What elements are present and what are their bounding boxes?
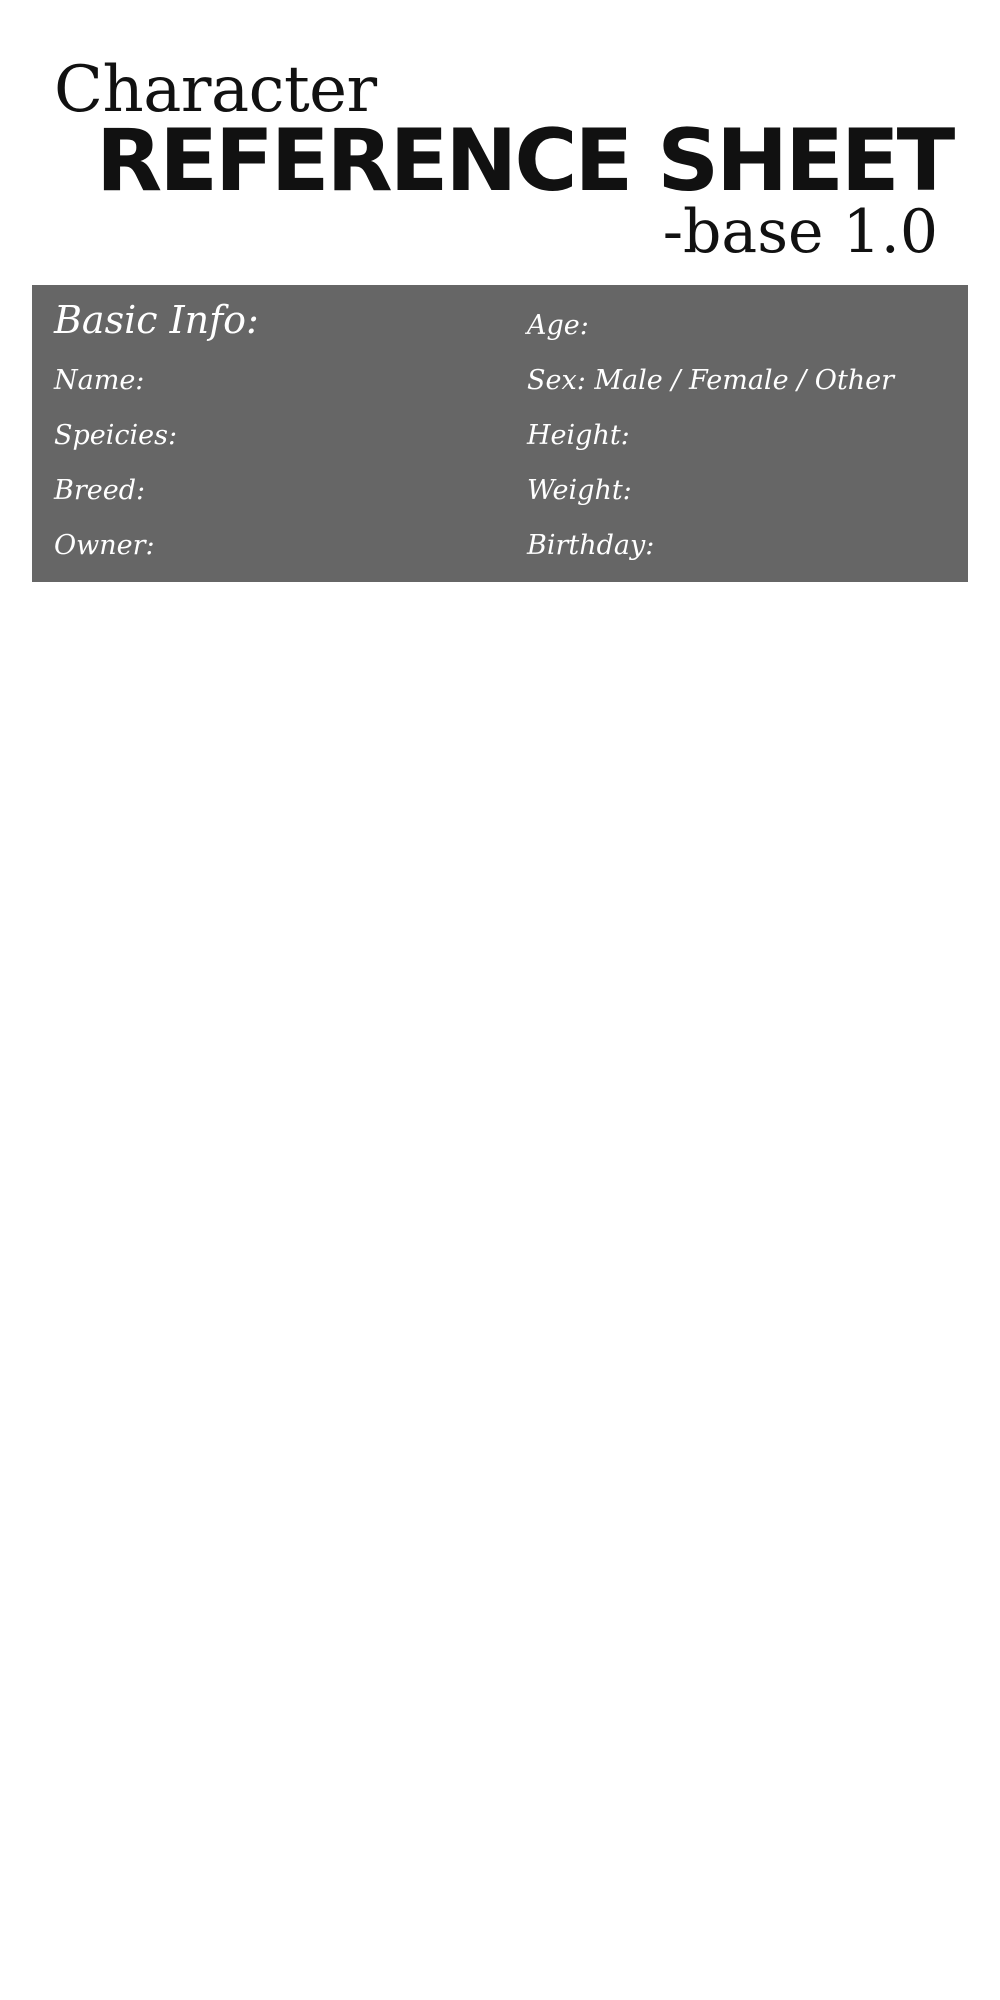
title-character: Character — [54, 53, 377, 127]
field-breed-label: Breed: — [54, 475, 146, 506]
field-owner-label: Owner: — [54, 530, 155, 561]
field-age-label: Age: — [527, 310, 589, 341]
field-species-label: Speicies: — [54, 420, 178, 451]
basic-info-panel — [32, 285, 968, 582]
sheet-header — [0, 0, 1000, 285]
basic-info-heading: Basic Info: — [54, 298, 259, 342]
field-birthday-label: Birthday: — [527, 530, 655, 561]
basic-info-right-column — [527, 285, 957, 582]
reference-drawing-area — [0, 582, 1000, 2000]
field-weight-label: Weight: — [527, 475, 632, 506]
field-sex-label: Sex: Male / Female / Other — [527, 365, 895, 396]
title-version: -base 1.0 — [662, 197, 938, 267]
basic-info-left-column — [54, 285, 504, 582]
field-height-label: Height: — [527, 420, 630, 451]
field-name-label: Name: — [54, 365, 145, 396]
title-reference-sheet: REFERENCE SHEET — [96, 111, 953, 211]
